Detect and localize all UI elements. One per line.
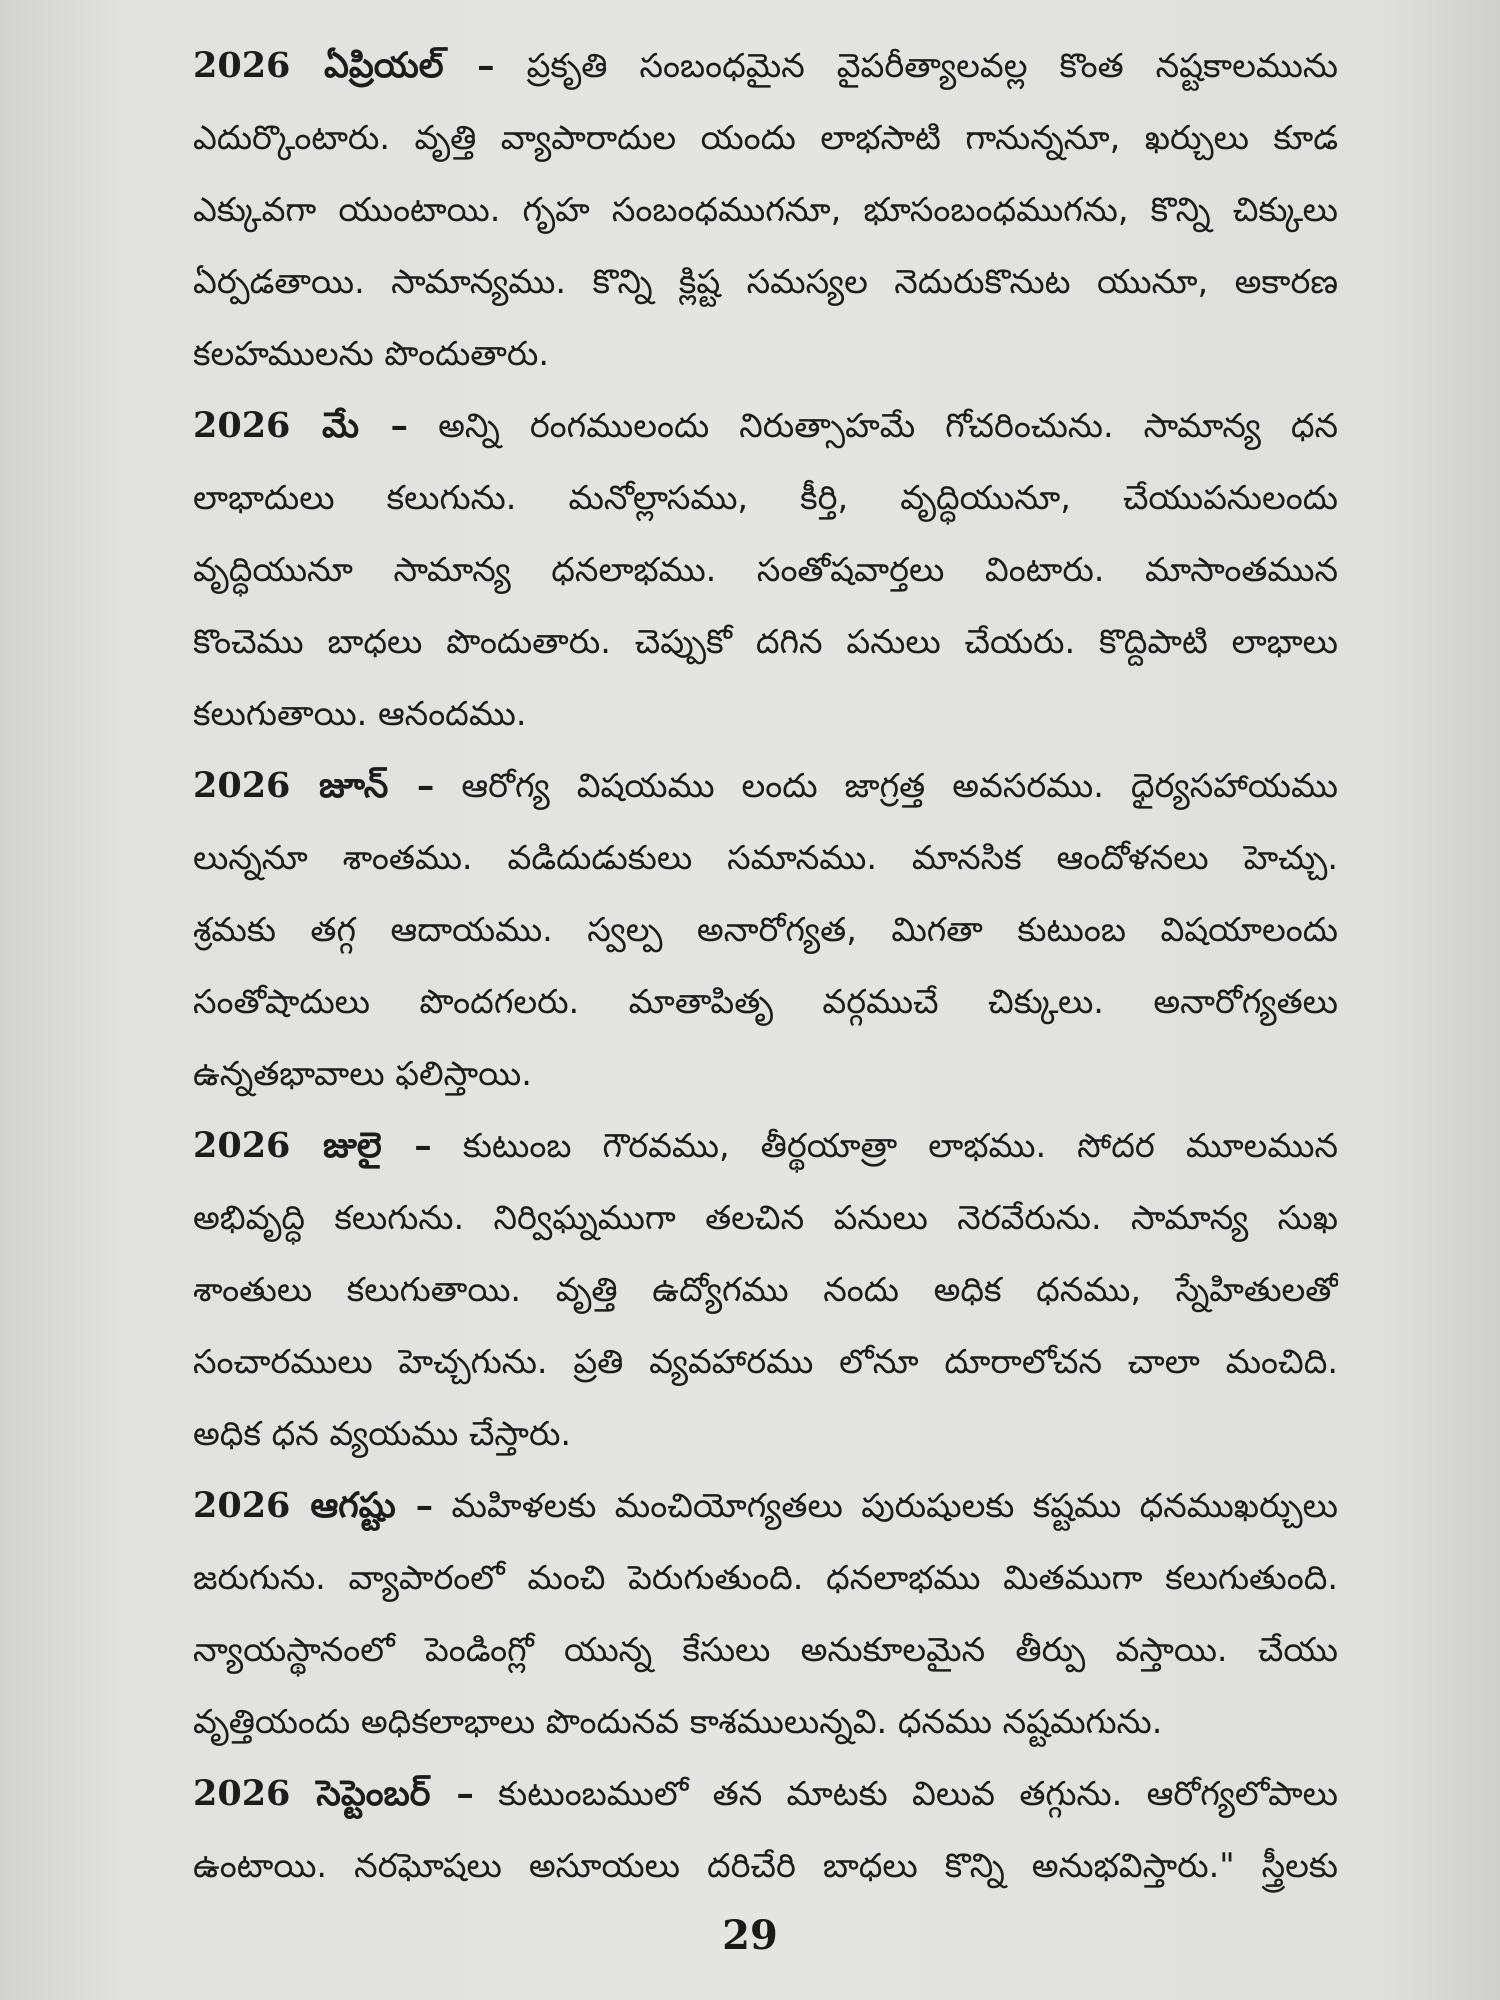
entry-september: [193, 1758, 1338, 1902]
text-line: లున్ననూ శాంతము. వడిదుడుకులు సమానము. మానసిక ఆందోళనలు హెచ్చు.: [193, 838, 1338, 877]
text-line: [193, 1110, 1338, 1182]
text-line: జరుగును. వ్యాపారంలో మంచి పెరుగుతుంది. ధనలాభము మితముగా కలుగుతుంది.: [193, 1558, 1338, 1597]
entry-june: [193, 750, 1338, 1110]
entry-august: [193, 1470, 1338, 1758]
entry-heading: 2026 జులై –: [193, 1125, 432, 1166]
text-line: ఎక్కువగా యుంటాయి. గృహ సంబంధముగనూ, భూసంబంధముగను, కొన్ని చిక్కులు: [193, 190, 1338, 229]
entry-text: మహిళలకు మంచియోగ్యతలు పురుషులకు కష్టము ధనముఖర్చులు: [451, 1486, 1338, 1525]
text-line: న్యాయస్థానంలో పెండింగ్లో యున్న కేసులు అనుకూలమైన తీర్పు వస్తాయి. చేయు: [193, 1630, 1338, 1669]
text-line: కొంచెము బాధలు పొందుతారు. చెప్పుకో దగిన పనులు చేయరు. కొద్దిపాటి లాభాలు: [193, 622, 1338, 661]
text-line: వృద్ధియునూ సామాన్య ధనలాభము. సంతోషవార్తలు వింటారు. మాసాంతమున: [193, 550, 1338, 589]
page-number: 29: [722, 1912, 778, 1959]
entry-heading: 2026 మే –: [193, 405, 409, 446]
page-content: [193, 30, 1338, 1902]
text-line: అధిక ధన వ్యయము చేస్తారు.: [193, 1414, 572, 1453]
text-line: [193, 1758, 1338, 1830]
text-line: ఉన్నతభావాలు ఫలిస్తాయి.: [193, 1054, 532, 1093]
text-line: [193, 750, 1338, 822]
entry-heading: 2026 సెప్టెంబర్ –: [193, 1773, 474, 1814]
text-line: [193, 390, 1338, 462]
entry-heading: 2026 జూన్ –: [193, 765, 435, 806]
entry-may: [193, 390, 1338, 750]
entry-text: కుటుంబ గౌరవము, తీర్థయాత్రా లాభము. సోదర మూలమున: [462, 1126, 1338, 1165]
entry-text: ప్రకృతి సంబంధమైన వైపరీత్యాలవల్ల కొంత నష్టకాలమును: [526, 46, 1338, 85]
text-line: ఉంటాయి. నరఘోషలు అసూయలు దరిచేరి బాధలు కొన్ని అనుభవిస్తారు." స్త్రీలకు: [193, 1846, 1338, 1885]
text-line: వృత్తియందు అధికలాభాలు పొందునవ కాశములున్నవి. ధనము నష్టమగును.: [193, 1702, 1163, 1741]
text-line: ఎదుర్కొంటారు. వృత్తి వ్యాపారాదుల యందు లాభసాటి గానున్ననూ, ఖర్చులు కూడ: [193, 118, 1338, 157]
text-line: ఏర్పడతాయి. సామాన్యము. కొన్ని క్లిష్ట సమస్యల నెదురుకొనుట యునూ, అకారణ: [193, 262, 1338, 301]
text-line: కలహములను పొందుతారు.: [193, 334, 550, 373]
text-line: శ్రమకు తగ్గ ఆదాయము. స్వల్ప అనారోగ్యత, మిగతా కుటుంబ విషయాలందు: [193, 910, 1338, 949]
text-line: సంచారములు హెచ్చగును. ప్రతి వ్యవహారము లోనూ దూరాలోచన చాలా మంచిది.: [193, 1342, 1338, 1381]
entry-text: ఆరోగ్య విషయము లందు జాగ్రత్త అవసరము. ధైర్యసహాయము: [461, 766, 1338, 805]
entry-april: [193, 30, 1338, 390]
text-line: లాభాదులు కలుగును. మనోల్లాసము, కీర్తి, వృద్ధియునూ, చేయుపనులందు: [193, 478, 1338, 517]
entry-heading: 2026 ఆగష్టు –: [193, 1485, 434, 1526]
entry-heading: 2026 ఏప్రియల్ –: [193, 45, 495, 86]
entry-text: కుటుంబములో తన మాటకు విలువ తగ్గును. ఆరోగ్యలోపాలు: [498, 1774, 1338, 1813]
text-line: అభివృద్ధి కలుగును. నిర్విఘ్నముగా తలచిన పనులు నెరవేరును. సామాన్య సుఖ: [193, 1198, 1338, 1237]
text-line: [193, 1470, 1338, 1542]
text-line: కలుగుతాయి. ఆనందము.: [193, 694, 527, 733]
text-line: శాంతులు కలుగుతాయి. వృత్తి ఉద్యోగము నందు అధిక ధనము, స్నేహితులతో: [193, 1270, 1338, 1309]
text-line: సంతోషాదులు పొందగలరు. మాతాపితృ వర్గముచే చిక్కులు. అనారోగ్యతలు: [193, 982, 1338, 1021]
text-line: [193, 30, 1338, 102]
entry-text: అన్ని రంగములందు నిరుత్సాహమే గోచరించును. సామాన్య ధన: [438, 406, 1338, 445]
entry-july: [193, 1110, 1338, 1470]
